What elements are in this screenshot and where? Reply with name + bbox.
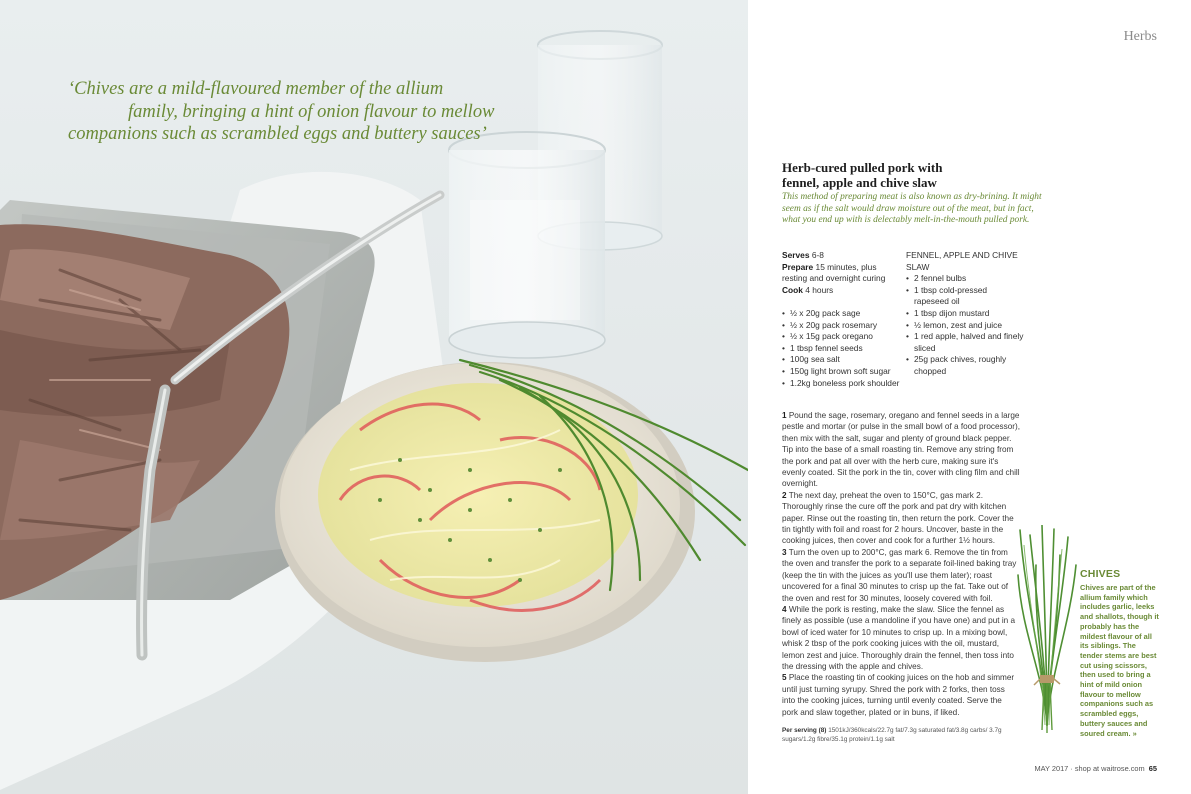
ingredient-item: • 150g light brown soft sugar bbox=[782, 366, 906, 378]
prepare-value: 15 minutes, plus resting and overnight curing bbox=[782, 261, 886, 284]
recipe-page bbox=[748, 0, 1191, 794]
sidebar-heading: CHIVES bbox=[1080, 568, 1121, 580]
ingredient-item: • ½ x 20g pack rosemary bbox=[782, 320, 906, 332]
ingredient-item: • ½ x 20g pack sage bbox=[782, 308, 906, 320]
step-text: Turn the oven up to 200°C, gas mark 6. Remove the tin from the oven and transfer the pork to a separate foil-lined baking tray (keep the tin with the juices as you'll use them later); roast uncovered for a final 30 minutes to crisp up the fat. Take out of the oven and rest for 30 minutes, loosely covered with foil. bbox=[782, 547, 1017, 603]
step-number: 1 bbox=[782, 411, 787, 420]
ingredient-item: • 1.2kg boneless pork shoulder bbox=[782, 378, 906, 390]
recipe-title-line-2: fennel, apple and chive slaw bbox=[782, 175, 937, 190]
step-number: 5 bbox=[782, 673, 787, 683]
ingredient-list bbox=[782, 308, 906, 389]
slaw-heading: FENNEL, APPLE AND CHIVE SLAW bbox=[906, 250, 1018, 272]
nutrition-info bbox=[782, 726, 1022, 744]
slaw-ingredient-list bbox=[906, 273, 1024, 377]
step-text: The next day, preheat the oven to 150°C, gas mark 2. Thoroughly rinse the cure off the pork and pat dry with kitchen paper. Rinse out the roasting tin, then return the pork. Cover the tin tightly with foil and roast for 2 hours. Uncover, baste in the cooking juices, then cover and cook for a further 1½ hours. bbox=[782, 490, 1014, 546]
method-step bbox=[782, 410, 1020, 490]
step-number: 3 bbox=[782, 547, 787, 557]
step-number: 4 bbox=[782, 604, 787, 614]
pull-quote-line-3: companions such as scrambled eggs and buttery sauces’ bbox=[68, 124, 487, 144]
ingredient-item: • ½ x 15g pack oregano bbox=[782, 331, 906, 343]
slaw-ingredients bbox=[906, 250, 1024, 378]
method-step bbox=[782, 604, 1020, 672]
method-step bbox=[782, 672, 1020, 718]
step-text: While the pork is resting, make the slaw. Slice the fennel as finely as possible (use a mandoline if you have one) and put in a bowl of iced water for 10 minutes to crisp up. In a mixing bowl, whisk 2 tbsp of the pork cooking juices with the oil, mustard, lemon zest and juice. Thoroughly drain the fennel, then toss into the dressing with the apple and chives. bbox=[782, 604, 1016, 671]
slaw-ingredient-item: • 1 tbsp dijon mustard bbox=[906, 308, 1024, 320]
recipe-intro: This method of preparing meat is also known as dry-brining. It might seem as if the salt would draw moisture out of the meat, but in fact, what you end up with is delectably melt-in-the-mouth pulled pork. bbox=[782, 192, 1042, 226]
slaw-ingredient-item: • ½ lemon, zest and juice bbox=[906, 320, 1024, 332]
page-footer bbox=[1034, 764, 1157, 773]
method-step bbox=[782, 547, 1020, 604]
pull-quote bbox=[68, 78, 538, 146]
slaw-ingredient-item: • 2 fennel bulbs bbox=[906, 273, 1024, 285]
slaw-ingredient-item: • 1 red apple, halved and finely sliced bbox=[906, 331, 1024, 354]
ingredient-item: • 100g sea salt bbox=[782, 354, 906, 366]
sidebar-body: Chives are part of the allium family which includes garlic, leeks and shallots, though it probably has the mildest flavour of all its siblings. The tender stems are best cut using scissors, then used to bring a hint of mild onion flavour to mellow companions such as scrambled eggs, buttery sauces and soured cream. » bbox=[1080, 583, 1159, 738]
slaw-ingredient-item: • 25g pack chives, roughly chopped bbox=[906, 354, 1024, 377]
serves-label: Serves bbox=[782, 250, 810, 260]
method-step bbox=[782, 490, 1020, 547]
prepare-label: Prepare bbox=[782, 261, 814, 272]
slaw-ingredient-item: • 1 tbsp cold-pressed rapeseed oil bbox=[906, 285, 1024, 308]
recipe-title bbox=[782, 160, 1042, 190]
footer-text: MAY 2017 · shop at waitrose.com bbox=[1034, 764, 1145, 773]
step-text: Place the roasting tin of cooking juices on the hob and simmer until just turning syrupy. Shred the pork with 2 forks, then toss into the cooking juices, turning until evenly coated. Serve the pork and slaw together, plated or in buns, if liked. bbox=[782, 673, 1015, 717]
cook-value: 4 hours bbox=[805, 284, 834, 295]
slaw-bowl bbox=[275, 360, 748, 662]
chives-bunch-illustration bbox=[1016, 525, 1078, 745]
page-number: 65 bbox=[1148, 764, 1157, 773]
per-serving-label: Per serving (8) bbox=[782, 727, 827, 734]
method-steps bbox=[782, 410, 1020, 718]
step-number: 2 bbox=[782, 490, 787, 500]
recipe-title-line-1: Herb-cured pulled pork with bbox=[782, 160, 943, 175]
section-tag: Herbs bbox=[1123, 29, 1157, 44]
serves-value: 6-8 bbox=[811, 250, 824, 260]
recipe-meta bbox=[782, 250, 902, 296]
ingredient-item: • 1 tbsp fennel seeds bbox=[782, 343, 906, 355]
cook-label: Cook bbox=[782, 284, 803, 295]
pull-quote-line-1: ‘Chives are a mild-flavoured member of the allium bbox=[68, 79, 444, 99]
per-serving-text: 1501kJ/360kcals/22.7g fat/7.3g saturated fat/3.8g carbs/ 3.7g sugars/1.2g fibre/35.1g protein/1.1g salt bbox=[782, 727, 1002, 743]
pull-quote-line-2: family, bringing a hint of onion flavour to mellow bbox=[128, 101, 495, 122]
step-text: Pound the sage, rosemary, oregano and fennel seeds in a large pestle and mortar (or pulse in the small bowl of a food processor), then mix with the salt, sugar and plenty of ground black pepper. Tip into the base of a small roasting tin. Remove any string from the pork and pat all over with the herb cure, making sure it's evenly coated. Sit the pork in the tin, cover with cling film and chill overnight. bbox=[782, 411, 1021, 489]
